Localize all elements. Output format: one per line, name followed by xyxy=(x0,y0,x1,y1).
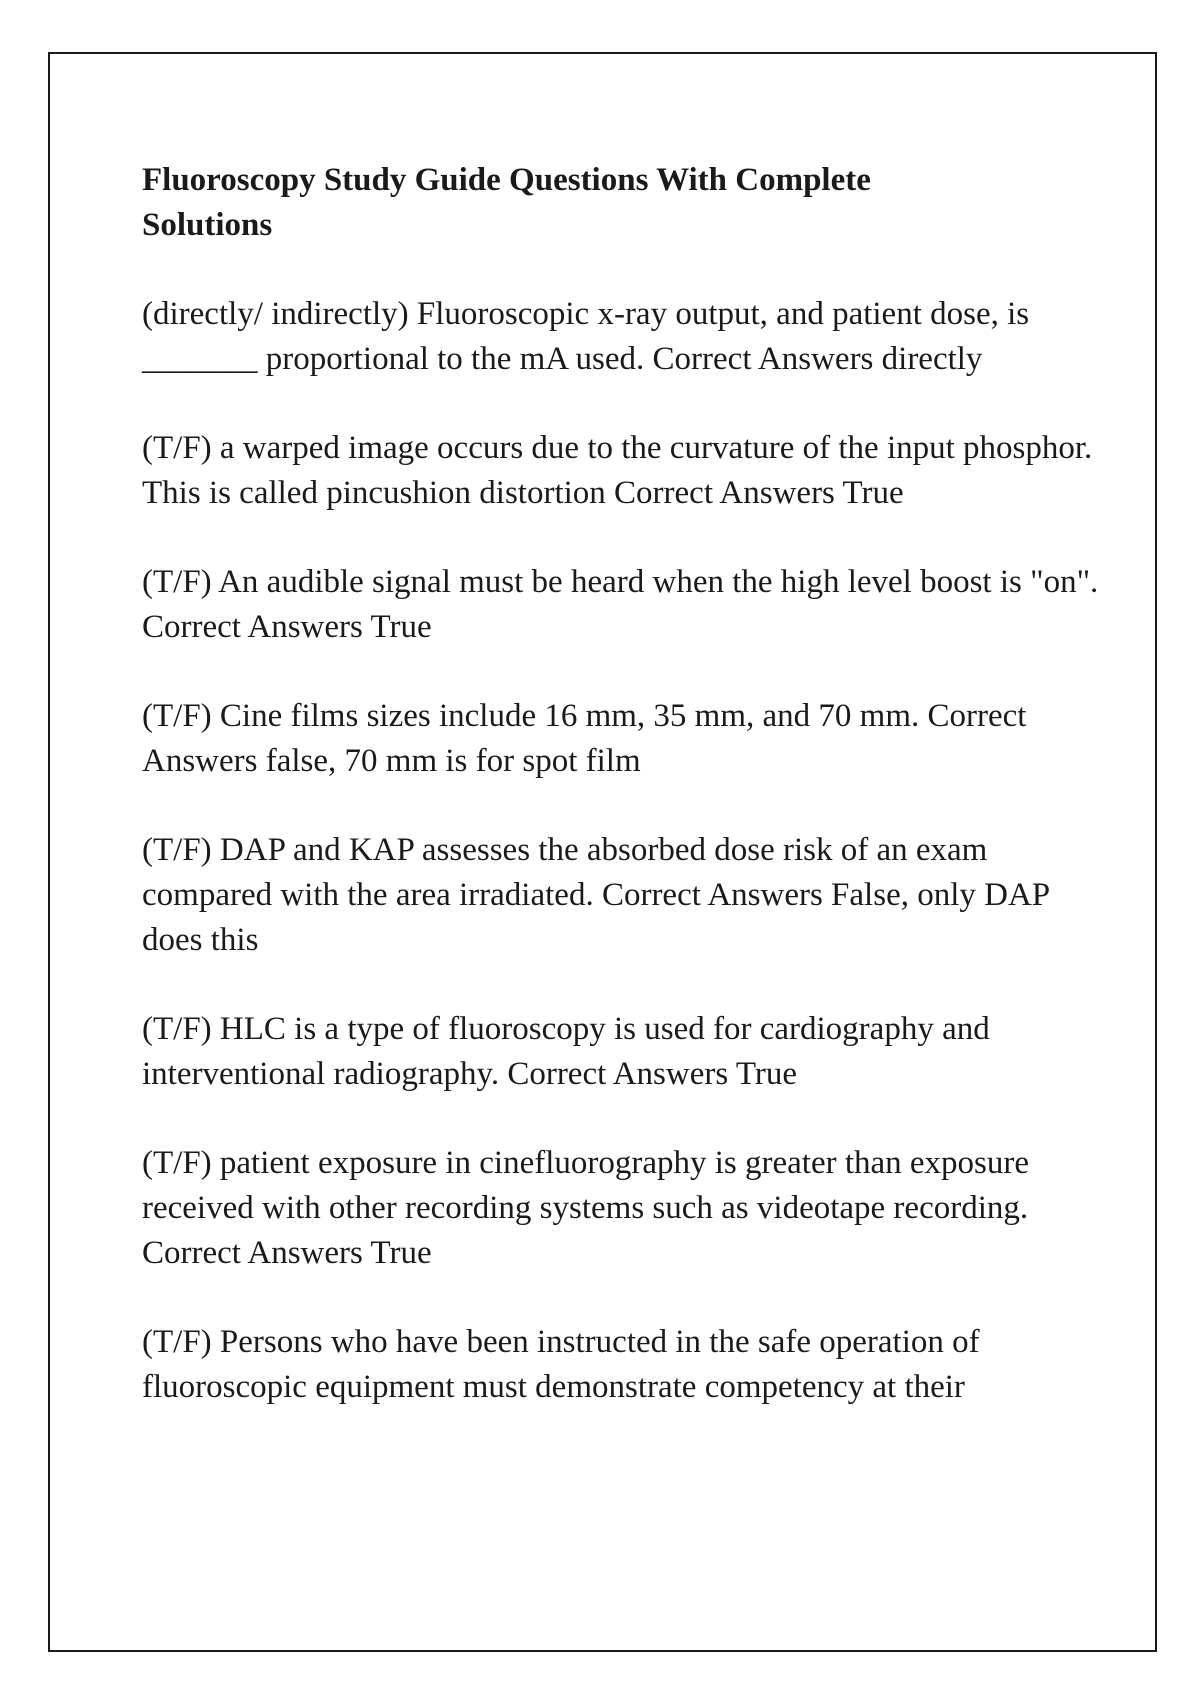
question-item: (T/F) patient exposure in cinefluorography is greater than exposure received with other recording systems such as videotape recording. Correct Answers True xyxy=(142,1145,1030,1271)
question-item: (T/F) Cine films sizes include 16 mm, 35 mm, and 70 mm. Correct Answers false, 70 mm is for spot film xyxy=(142,698,1027,779)
document-title: Fluoroscopy Study Guide Questions With Complete Solutions xyxy=(142,162,871,243)
question-item: (T/F) a warped image occurs due to the curvature of the input phosphor. This is called pincushion distortion Correct Answers True xyxy=(142,430,1093,511)
question-item: (T/F) HLC is a type of fluoroscopy is used for cardiography and interventional radiography. Correct Answers True xyxy=(142,1011,990,1092)
question-item: (T/F) Persons who have been instructed in the safe operation of fluoroscopic equipment must demonstrate competency at their xyxy=(142,1324,980,1405)
document-body xyxy=(142,158,1102,1454)
document-page xyxy=(48,52,1157,1652)
question-item: (T/F) An audible signal must be heard when the high level boost is "on". Correct Answers True xyxy=(142,564,1099,645)
question-item: (T/F) DAP and KAP assesses the absorbed dose risk of an exam compared with the area irradiated. Correct Answers False, only DAP does this xyxy=(142,832,1049,958)
question-item: (directly/ indirectly) Fluoroscopic x-ray output, and patient dose, is _______ proportional to the mA used. Correct Answers directly xyxy=(142,296,1030,377)
